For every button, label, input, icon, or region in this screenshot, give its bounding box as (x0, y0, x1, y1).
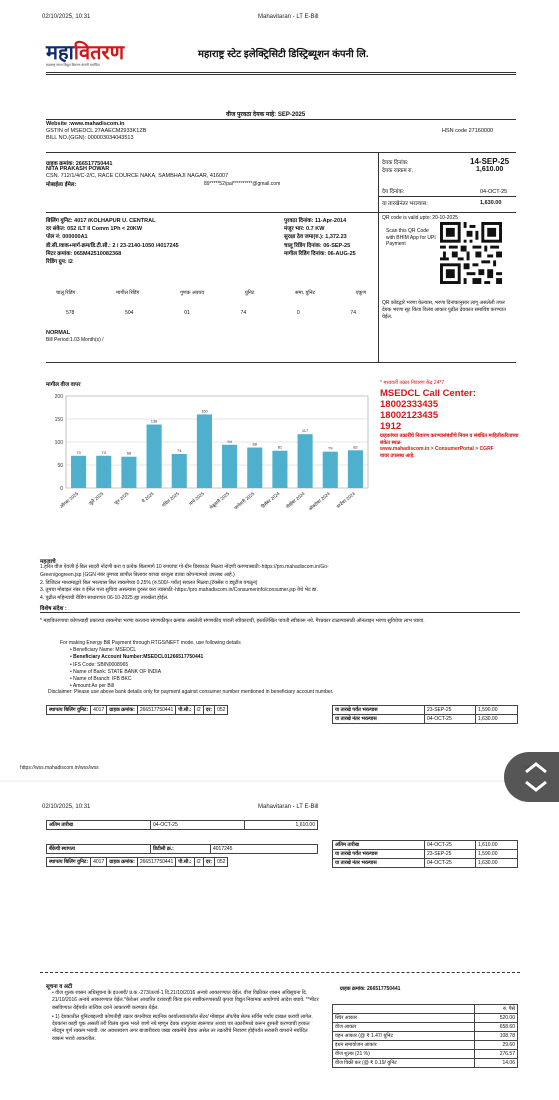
after-due-amount: 1,630.00 (480, 200, 502, 206)
x-tick-label: जानेवारी 2025 (233, 490, 256, 511)
notice-title: सूचना व अटी (46, 984, 73, 990)
upi-qr-code[interactable] (440, 222, 502, 284)
x-tick-label: मे 2025 (140, 490, 155, 504)
bar-value-label: 94 (227, 438, 232, 444)
x-tick-label: जून 2025 (113, 490, 130, 506)
connection-info: बिलिंग युनिट: 4017 /KOLHAPUR U. CENTRAL दर संकेत: 052 /LT II Comm 1Ph < 20KW पोल नं: 000000A1 डी.सी./वाक+मार्ग-क्रम/डि.टी.सी.: 2 / 23-2140-1050 /4017245 मिटर क्रमांक: 065M42510082368 रिडिंग ग्रुप: I2 (46, 218, 179, 266)
x-tick-label: मार्च 2025 (188, 490, 206, 507)
print-datetime: 02/10/2025, 10:31 (42, 14, 91, 20)
consumption-chart (44, 388, 374, 538)
bar (121, 457, 136, 488)
due-date: 04-OCT-25 (480, 189, 508, 195)
qr-validity: QR code is valid upto: 20-10-2025 (382, 215, 458, 221)
cgrf-text-2: यावर उपलब्ध आहे. (380, 452, 415, 459)
cgrf-link[interactable]: www.mahadiscom.in > ConsumerPortal > CGRF (380, 446, 494, 452)
after-due-label: या तारखेनंतर भरल्यास: (382, 201, 428, 207)
y-tick-label: 150 (54, 417, 63, 423)
y-tick-label: 100 (54, 440, 63, 446)
x-tick-label: नोव्हेंबर 2024 (284, 490, 306, 510)
qr-scan-text: Scan this QR Code with BHIM App for UPI Payment (386, 228, 436, 247)
toll-free-2[interactable]: 18002123435 (380, 410, 439, 421)
x-tick-label: डिसेंबर 2024 (260, 490, 281, 510)
bar (323, 452, 338, 488)
mobile-email: 89*****52/pal**********@gmail.com (204, 181, 281, 187)
x-tick-label: ऑक्टोबर 2024 (307, 490, 331, 512)
bank-dues: अंतिम तारीख 04-OCT-25 1,610.00 या तारखे पर्यंत भरल्यास 23-SEP-25 1,590.00 या तारखे नंतर भरल्यास 04-OCT-25 1,630.00 (332, 840, 518, 868)
notes-title: महत्वाचे (40, 559, 56, 565)
consumer-no-2: ग्राहक क्रमांक: 266517750441 (340, 986, 401, 992)
bill-date: 14-SEP-25 (470, 157, 510, 166)
bar-value-label: 81 (277, 444, 283, 450)
bar (197, 414, 212, 488)
bar-value-label: 79 (328, 445, 333, 451)
stub-dues: या तारखे पर्यंत भरल्यास 23-SEP-25 1,590.00 या तारखे नंतर भरल्यास 04-OCT-25 1,630.00 (332, 705, 518, 724)
toll-free-1[interactable]: 18002333435 (380, 399, 439, 410)
call-center-title: MSEDCL Call Center: (380, 388, 476, 399)
gstin: GSTIN of MSEDCL 27AAECM2933K1ZB (46, 128, 147, 134)
charges-table: रु. पैसे स्थिर आकार 520.00 वीज आकार 658.60 वहन आकार (@ ₹ 1.47/ युनिट 108.78 इंधन समायोजन आकार 29.60 वीज शुल्क (21 %) 276.57 वीज विक्री कर (@ ₹ 0.19/ युनिट 14.06 (332, 1004, 518, 1068)
bank-stub: बँकेची स्थापत्य डिटीसी क्र.: 4017245 (46, 844, 318, 854)
x-tick-label: एप्रिल 2025 (160, 490, 180, 508)
helpline-box (380, 380, 520, 459)
consumer-name: NITA PRAKASH POWAR (46, 166, 110, 172)
x-tick-label: जुलै 2025 (87, 490, 105, 507)
reading-table: चालू रिडिंग मागील रिडिंग गुणक अवयव युनिट समा. युनिट एकूण 578 504 01 74 0 74 (56, 290, 366, 316)
bar-value-label: 70 (76, 449, 81, 455)
bar-value-label: 138 (150, 418, 158, 424)
x-tick-label: फेब्रुवारी 2025 (208, 490, 231, 511)
bar (172, 454, 187, 488)
helpline-1912[interactable]: 1912 (380, 421, 402, 432)
bar-value-label: 74 (177, 447, 182, 453)
bill-amount: 1,610.00 (476, 166, 504, 173)
print-title-2: Mahavitaran - LT E-Bill (258, 804, 319, 810)
bar (247, 448, 262, 488)
bar (96, 456, 111, 488)
helpline-star-text: * मध्यवर्ती तक्रार निवारण केंद्र 24*7 (380, 380, 445, 386)
consumer-number: ग्राहक क्रमांक: 266517750441 (46, 161, 113, 167)
consumer-address: CSN. 712/1/4/C-2/C, RACE COURCE NAKA, SAMBHAJI NAGAR, 416007 (46, 173, 229, 179)
bar (272, 451, 287, 488)
chart-title: मागील वीज वापर (46, 382, 81, 388)
bar-value-label: 82 (353, 444, 358, 450)
due-date-label: देय दिनांक: (382, 189, 405, 195)
bar (71, 456, 86, 488)
x-tick-label: सप्टेंबर 2024 (335, 490, 357, 510)
bar-value-label: 88 (252, 441, 257, 447)
cgrf-text: ग्राहकांच्या तक्रारींचे निवारण करण्यासंबंधीचे नियम व संबंधित माहितीकरिताच्या संकेत स्थळ- (380, 433, 519, 446)
bill-month: वीज पुरवठा देयक माहे: SEP-2025 (226, 112, 306, 118)
bar-value-label: 160 (201, 408, 208, 414)
special-message: * महावितरणाचा कोणत्याही प्रकारचा रक्कमेचा भरणा करताना संगणकीकृत क्रमांक असलेली संगणकीय पावती स्वीकारावी, हस्तलिखित पावती स्वीकारू नये. गैरप्रकार टाळण्यासाठी ऑनलाइन भरणा सुविधेचा लाभ घ्यावा. (40, 618, 425, 624)
neft-disclaimer: Disclaimer: Please use above bank details only for payment against consumer number mentioned in beneficiary account number. (48, 689, 334, 695)
y-tick-label: 50 (57, 463, 63, 469)
mobile-label: मोबाईल/ ईमेल: (46, 182, 77, 188)
website: Website :www.mahadiscom.in (46, 121, 125, 127)
x-tick-label: ऑगस्ट 2025 (58, 490, 80, 510)
y-tick-label: 0 (60, 486, 63, 492)
final-date-row: अंतिम तारीख 04-OCT-25 1,610.00 (46, 820, 318, 830)
notice-text: • वीज शुल्क शासन अधिसूचना के इउआरी/ प्र.क.-273/ऊर्जा-1 दि.21/10/2016 अन्वये आकारण्यात येईल. वीज विक्रीकर शासन अधिसूचना दि. 21/10/2016 अन्वये आकारण्यात येईल.*केवेअर आधारित दरावरही किंवा इतर स्पष्टीकरणासाठी कृपया विद्युत नियामक आयोगाचे आदेश बघावे. **मीटर बसविण्यात येईपर्यंत तात्विक दराने आकारणी करण्यात येईल. • 1) देयकातील युनिटबद्दलची कोणतीही तक्रार कंपनीच्या स्थानिक कार्यालयात/कॉल सेंटर/ मोबाइल ॲप/वेब सेल्फ सर्विस पर्याय दाखल करावी लागेल. देयकांना काही चूक असली तरी विलंब शुल्क भरले जाणे नये म्हणून देयक तात्पुरत्या स्वरूपात अथवा पत्र तक्रारीमध्ये करून दुरुस्ती करण्याची हरकत नोंदवून पूर्ण रक्कम भरावी. जर अयशस्वरण अगर बाजारीवरच जखा रक्कमेचे देयक असेल तर तक्रारीचे निवारण होईपर्यंत सरासरी वापराने मर्यादित रक्कम भरावे आकरतील. (52, 990, 319, 1042)
bill-page-2 (0, 782, 559, 1100)
print-title: Mahavitaran - LT E-Bill (258, 14, 319, 20)
mahavitaran-logo: महावितरण महाराष्ट्र राज्य विद्युत वितरण कंपनी मर्यादित (46, 40, 125, 67)
company-name: महाराष्ट्र स्टेट इलेक्ट्रिसिटी डिस्ट्रिब्यूशन कंपनी लि. (198, 49, 369, 60)
bill-amount-label: देयक रक्कम रु. (382, 168, 413, 174)
bar (222, 445, 237, 488)
bar-value-label: 70 (101, 449, 106, 455)
bill-period: Bill Period:1.03 Month(s) / (46, 337, 104, 343)
payment-stub: स्थापत्य बिलिंग युनिट: 4017 ग्राहक क्रमांक: 266517750441 पी.सी.: I2 दर: 052 (46, 705, 228, 715)
hsn-code: HSN code 27160000 (442, 128, 494, 134)
qr-note: QR कोडद्वारे भरणा केल्यास, भरणा दिनांकानुसार लागू असलेली तफर देयक भरणा सूट किंवा विलंब आकार पुढील देयकात समाविष्ट करण्यात येईल. (382, 300, 506, 320)
bill-date-label: देयक दिनांक: (382, 160, 409, 166)
bar (298, 434, 313, 488)
bar (147, 425, 162, 488)
supply-info: पुरवठा दिनांक: 11-Apr-2014 मंजूर भार: 0.7 KW सुरक्षा ठेव जमा(रु.): 1,372.23 चालू रिडिंग दिनांक: 06-SEP-25 मागील रिडिंग दिनांक: 06-AUG-25 (284, 218, 356, 257)
page-scroll-control[interactable] (504, 752, 559, 802)
special-title: विशेष संदेश : (40, 606, 67, 612)
print-url[interactable]: https://wss.mahadiscom.in/wss/wss (20, 765, 99, 771)
y-tick-label: 200 (54, 394, 63, 400)
bar (348, 450, 363, 488)
notes-list: 1.हरित वीज ऐवजी ई-बिल सादरी नोंदणी करा व प्रत्येक बिलामागे 10 रुपयांचा गो-ग्रीन डिस्काउंट मिळवा नोंदणी करण्यासाठी:-https://pro.mahadiscom.in/Go- Green/gogreen.jsp (GGN नंबर तुमच्या छापील बिलावर वरच्या बाजूला डाव्या कोपऱ्यामध्ये उपलब्ध आहे.) 2. डिजिटल माध्यमाद्वारे बिल भरल्यास बिल रक्कमेच्या 0.25% (रु.500/- पर्यंत) सवलत मिळवा.(टॅक्सेस व ड्यूटीज वगळून) 3. तुमचा मोबाइल नंबर व ईमेल पत्ता सुचिवा असल्यास दुरुस्त करा त्यासाठी:-https://pro.mahadiscom.in/Consumerinfo/consumer.jsp येथे भेट द्या. 4. पुढील महिन्याची रीडिंग साधारणतः 06-10-2025 ह्या तारखेला होईल. (40, 564, 329, 602)
reading-status: NORMAL (46, 330, 71, 336)
bank-stub-2: स्थापत्य बिलिंग युनिट: 4017 ग्राहक क्रमांक: 266517750441 पी.सी.: I2 दर: 052 (46, 857, 228, 867)
chevron-up-down-icon[interactable] (516, 752, 556, 802)
print-datetime-2: 02/10/2025, 10:31 (42, 804, 91, 810)
neft-details: For making Energy Bill Payment through RTGS/NEFT mode, use following details • Beneficiary Name: MSEDCL • Beneficiary Account Number:MSEDCL0126651775044​1 • IFS Code: SBIN0008965 • Name of Bank: STATE BANK OF INDIA • Name of Branch: IFB BKC • Amount:As per Bill (60, 640, 241, 690)
bar-value-label: 117 (301, 428, 309, 434)
bill-number: BILL NO.(GGN): 000003034043513 (46, 135, 134, 141)
bar-value-label: 68 (126, 450, 132, 456)
